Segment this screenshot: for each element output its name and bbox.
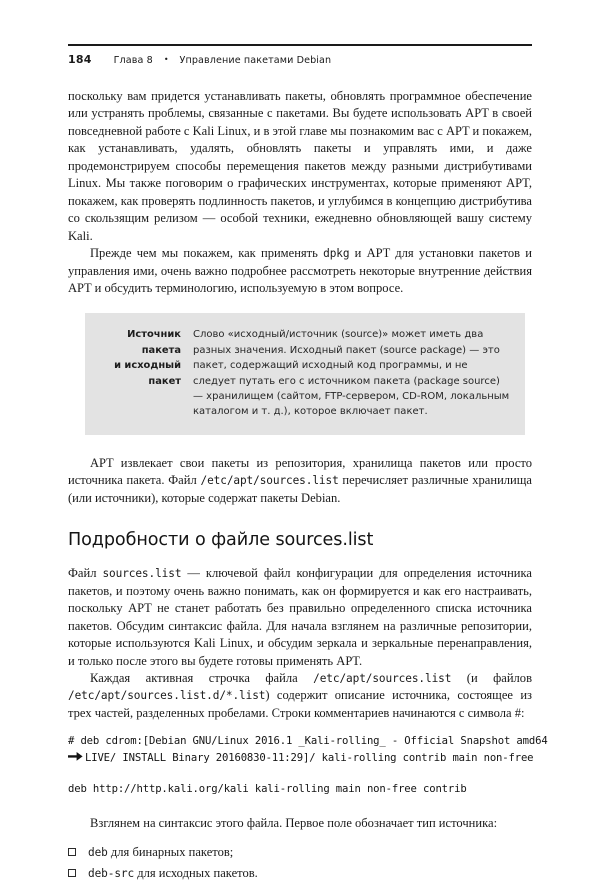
para2-text-b: и APT для установки пакетов и управления ими, очень важно подробнее рассмотреть некоторые внутренние действия APT и обсудить терминологию, используемую в этом вопросе. <box>68 246 532 295</box>
inline-code-deb-src: deb-src <box>88 867 135 881</box>
definition-label-line-2: пакета <box>141 344 181 356</box>
spacer-after-callout <box>68 435 532 455</box>
continuation-arrow-icon <box>68 751 85 762</box>
spacer-before-heading <box>68 507 532 529</box>
para5-text-a: Каждая активная строчка файла <box>90 670 314 685</box>
code-line-2: LIVE/ INSTALL Binary 20160830-11:29]/ kali-rolling contrib main non-free <box>85 751 534 764</box>
paragraph-active-line <box>68 670 532 722</box>
para3-text-a: APT извлекает свои пакеты из репозитория, хранилища пакетов или просто источника пакета. Файл <box>68 455 532 488</box>
definition-label-line-4: пакет <box>148 375 181 387</box>
list-item-label: для исходных пакетов. <box>134 866 258 881</box>
definition-callout-text: Слово «исходный/источник (source)» может иметь два разных значения. Исходный пакет (source package) — это пакет, содержащий исходный код программы, и не следует путать его с источником пакета (package source) — хранилищем (сайтом, FTP-сервером, CD-ROM, локальным каталогом и т. д.), которое включает пакет. <box>193 329 510 418</box>
chapter-title: Управление пакетами Debian <box>179 54 332 66</box>
para4-text-a: Файл <box>68 566 103 581</box>
spacer-after-heading <box>68 551 532 565</box>
code-line-1: # deb cdrom:[Debian GNU/Linux 2016.1 _Kali-rolling_ - Official Snapshot amd64 <box>68 735 548 748</box>
spacer-before-list <box>68 832 532 842</box>
list-item-content <box>88 842 532 863</box>
code-listing-deb-line <box>68 782 532 797</box>
chapter-label: Глава 8 <box>113 54 153 66</box>
list-item-content <box>88 863 532 884</box>
para3-text-b: перечисляет различные хранилища (или источники), которые содержат пакеты Debian. <box>68 473 533 505</box>
para4-text-b: — ключевой файл конфигурации для определения источника пакетов, и поэтому очень важно понимать, как он формируется и как его настраивать, поскольку APT не станет работать без правильно определенного списка источника пакетов. Обсудим синтаксис файла. Для начала взглянем на различные репозитории, которые используются Kali Linux, и обсудим зеркала и зеркальные перенаправления, и только после этого вы будете готовы применять APT. <box>68 566 532 668</box>
paragraph-continued: поскольку вам придется устанавливать пакеты, обновлять программное обеспечение или устранять проблемы, связанные с пакетами. Вы будете использовать APT в своей повседневной работе с Kali Linux, и в этой главе мы познакомим вас с APT и покажем, как устанавливать, удалять, обновлять пакеты и управлять ими, и даже продемонстрируем способы перемещения пакетов между разными дистрибутивами Linux. Мы также поговорим о графических инструментах, которые применяют APT, покажем, как проверять подлинность пакетов, и углубимся в концепцию дистрибутива со скользящим релизом — особой техники, ежедневно обновляющей вашу систему Kali. <box>68 89 533 243</box>
spacer-between-code <box>68 766 532 782</box>
code-line-3: deb http://http.kali.org/kali kali-rolling main non-free contrib <box>68 782 467 795</box>
running-head <box>68 44 532 66</box>
source-type-list <box>68 842 532 884</box>
paragraph-dpkg-intro <box>68 245 532 297</box>
page-number: 184 <box>68 52 92 66</box>
square-bullet-icon <box>68 869 76 877</box>
section-heading-text: Подробности о файле <box>68 530 276 551</box>
header-rule <box>68 44 532 46</box>
code-listing-cdrom <box>68 734 548 765</box>
inline-code-path-1: /etc/apt/sources.list <box>313 671 452 685</box>
para2-text-a: Прежде чем мы покажем, как применять <box>90 246 324 261</box>
spacer-after-code <box>68 797 532 815</box>
inline-code-sources-list: sources.list <box>102 567 182 581</box>
section-heading <box>68 529 532 551</box>
header-line <box>68 53 532 66</box>
header-separator-dot: • <box>163 54 169 64</box>
paragraph-apt-repository <box>68 455 532 507</box>
inline-code-sources-list-path: /etc/apt/sources.list <box>200 474 339 488</box>
definition-label-line-3: и исходный <box>114 360 181 372</box>
inline-code-deb: deb <box>88 846 108 860</box>
paragraph-syntax-intro: Взглянем на синтаксис этого файла. Первое поле обозначает тип источника: <box>90 815 498 830</box>
list-item <box>68 842 532 863</box>
para5-text-b: (и файлов <box>451 670 532 685</box>
para5-text-c: ) содержит описание источника, состоящее из трех частей, разделенных пробелами. Строки комментариев начинаются с символа #: <box>68 688 532 720</box>
definition-callout-label <box>85 327 193 419</box>
list-item <box>68 863 532 884</box>
definition-label-line-1: Источник <box>127 329 181 341</box>
inline-code-dpkg: dpkg <box>323 247 350 261</box>
spacer-before-code <box>68 722 532 734</box>
inline-code-path-2: /etc/apt/sources.list.d/*.list <box>68 689 266 703</box>
definition-callout-box <box>85 313 525 434</box>
list-item-label: для бинарных пакетов; <box>107 845 234 860</box>
section-heading-filename: sources.list <box>275 530 374 551</box>
square-bullet-icon <box>68 848 76 856</box>
paragraph-sources-list-desc <box>68 565 532 670</box>
text-column <box>68 88 548 884</box>
